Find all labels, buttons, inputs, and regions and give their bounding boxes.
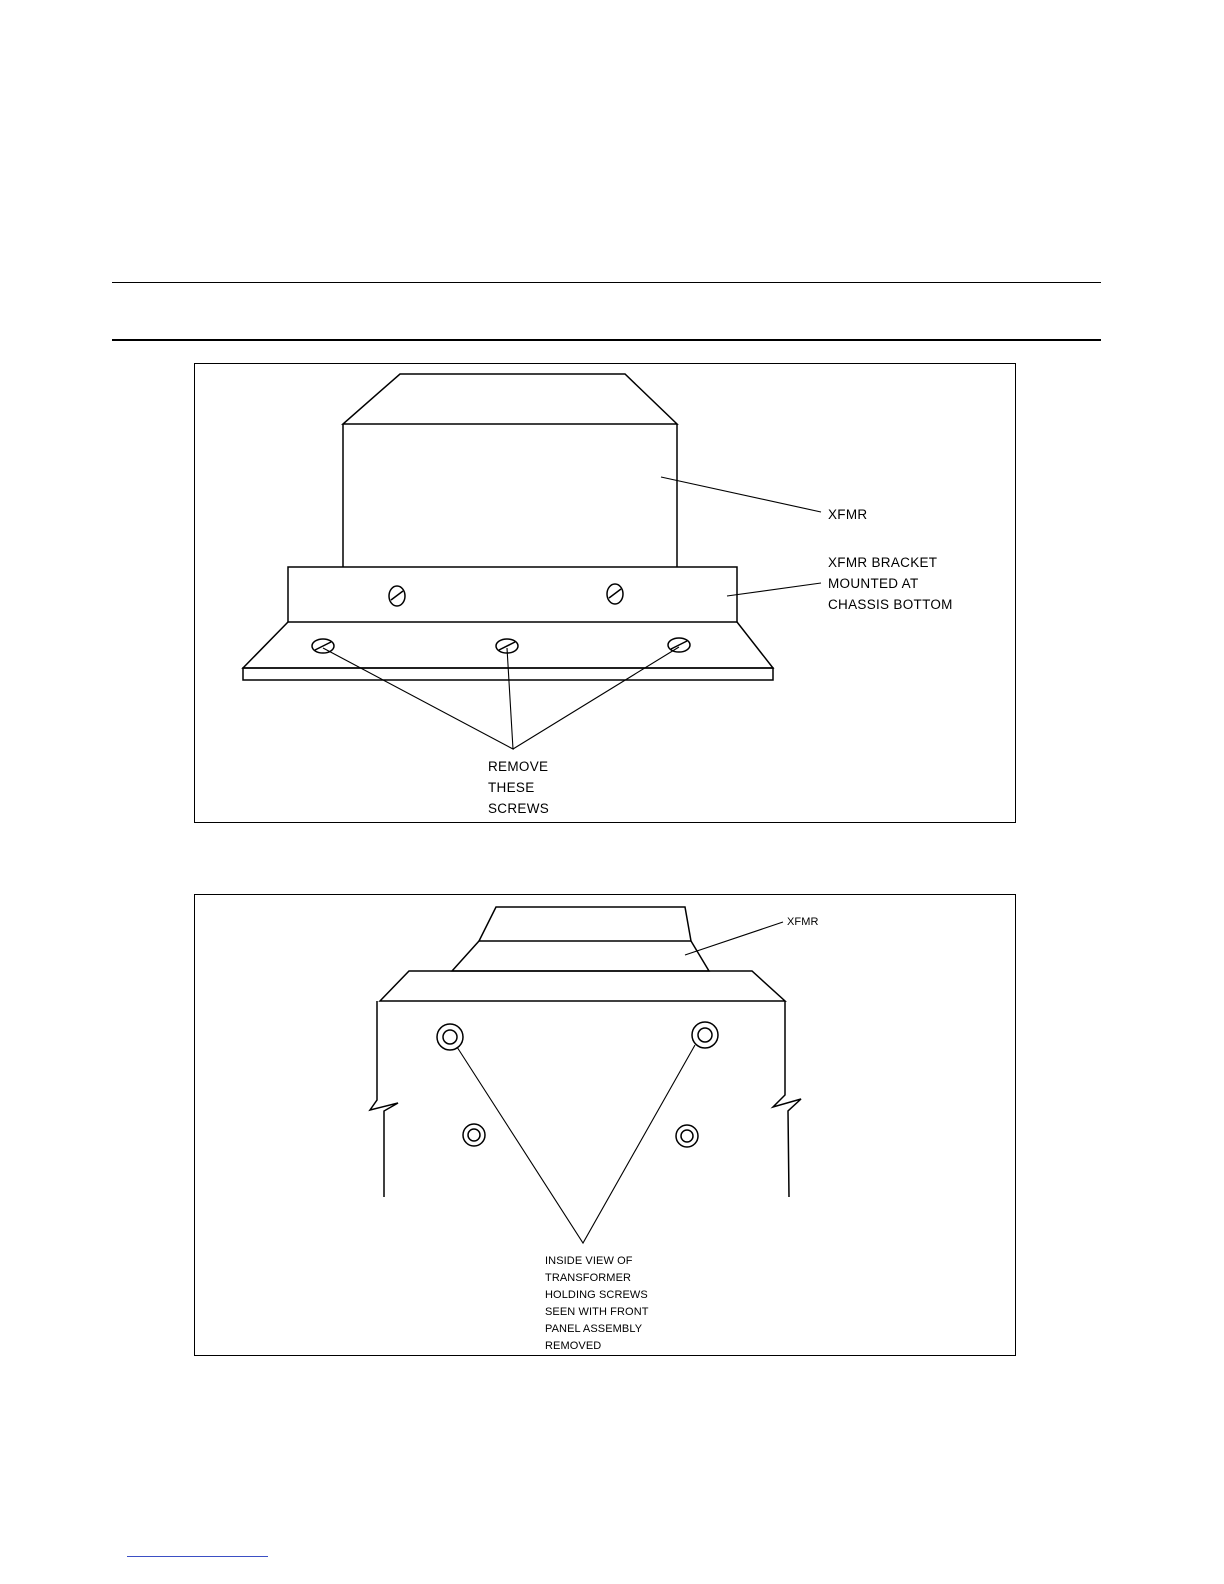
label-remove-line1: REMOVE (488, 759, 549, 774)
header-rule-bottom (112, 339, 1101, 341)
transformer-top-block (479, 907, 691, 941)
remove-screws-leader-lines (323, 647, 679, 749)
xfmr-bracket (288, 567, 737, 622)
inside-view-diagram (195, 895, 1017, 1357)
figure-bracket-removal (194, 363, 1016, 823)
label-inside-line5: PANEL ASSEMBLY (545, 1323, 643, 1335)
label-inside-line6: REMOVED (545, 1340, 602, 1352)
transformer-top-face (343, 374, 677, 424)
chassis-top-face (380, 971, 785, 1001)
inside-view-leader-lines (457, 1045, 695, 1243)
holding-screw-lower-right (676, 1125, 698, 1147)
label-bracket-line1: XFMR BRACKET (828, 555, 938, 570)
footer-link-underline[interactable] (127, 1556, 268, 1557)
label-xfmr: XFMR (787, 916, 819, 928)
holding-screw-upper-left (437, 1024, 463, 1050)
bracket-screw-left (389, 586, 405, 606)
transformer-base (452, 941, 709, 971)
plate-screw-right (668, 638, 690, 652)
holding-screw-upper-right (692, 1022, 718, 1048)
label-remove-line2: THESE (488, 780, 535, 795)
bracket-leader-line (727, 583, 821, 596)
label-inside-line1: INSIDE VIEW OF (545, 1255, 633, 1267)
bracket-screw-right (607, 584, 623, 604)
label-bracket-line3: CHASSIS BOTTOM (828, 597, 953, 612)
holding-screw-lower-left (463, 1124, 485, 1146)
label-inside-line4: SEEN WITH FRONT (545, 1306, 649, 1318)
xfmr-leader-line (661, 477, 821, 512)
transformer-body (343, 424, 677, 567)
label-inside-line3: HOLDING SCREWS (545, 1289, 648, 1301)
figure-inside-view (194, 894, 1016, 1356)
label-xfmr: XFMR (828, 507, 868, 522)
label-inside-line2: TRANSFORMER (545, 1272, 632, 1284)
label-bracket-line2: MOUNTED AT (828, 576, 919, 591)
xfmr-leader-line (685, 922, 783, 955)
plate-screw-left (312, 639, 334, 653)
header-rule-top (112, 282, 1101, 283)
chassis-left-side (370, 1001, 398, 1197)
bracket-removal-diagram (195, 364, 1017, 824)
chassis-right-side (773, 1001, 801, 1197)
label-remove-line3: SCREWS (488, 801, 550, 816)
